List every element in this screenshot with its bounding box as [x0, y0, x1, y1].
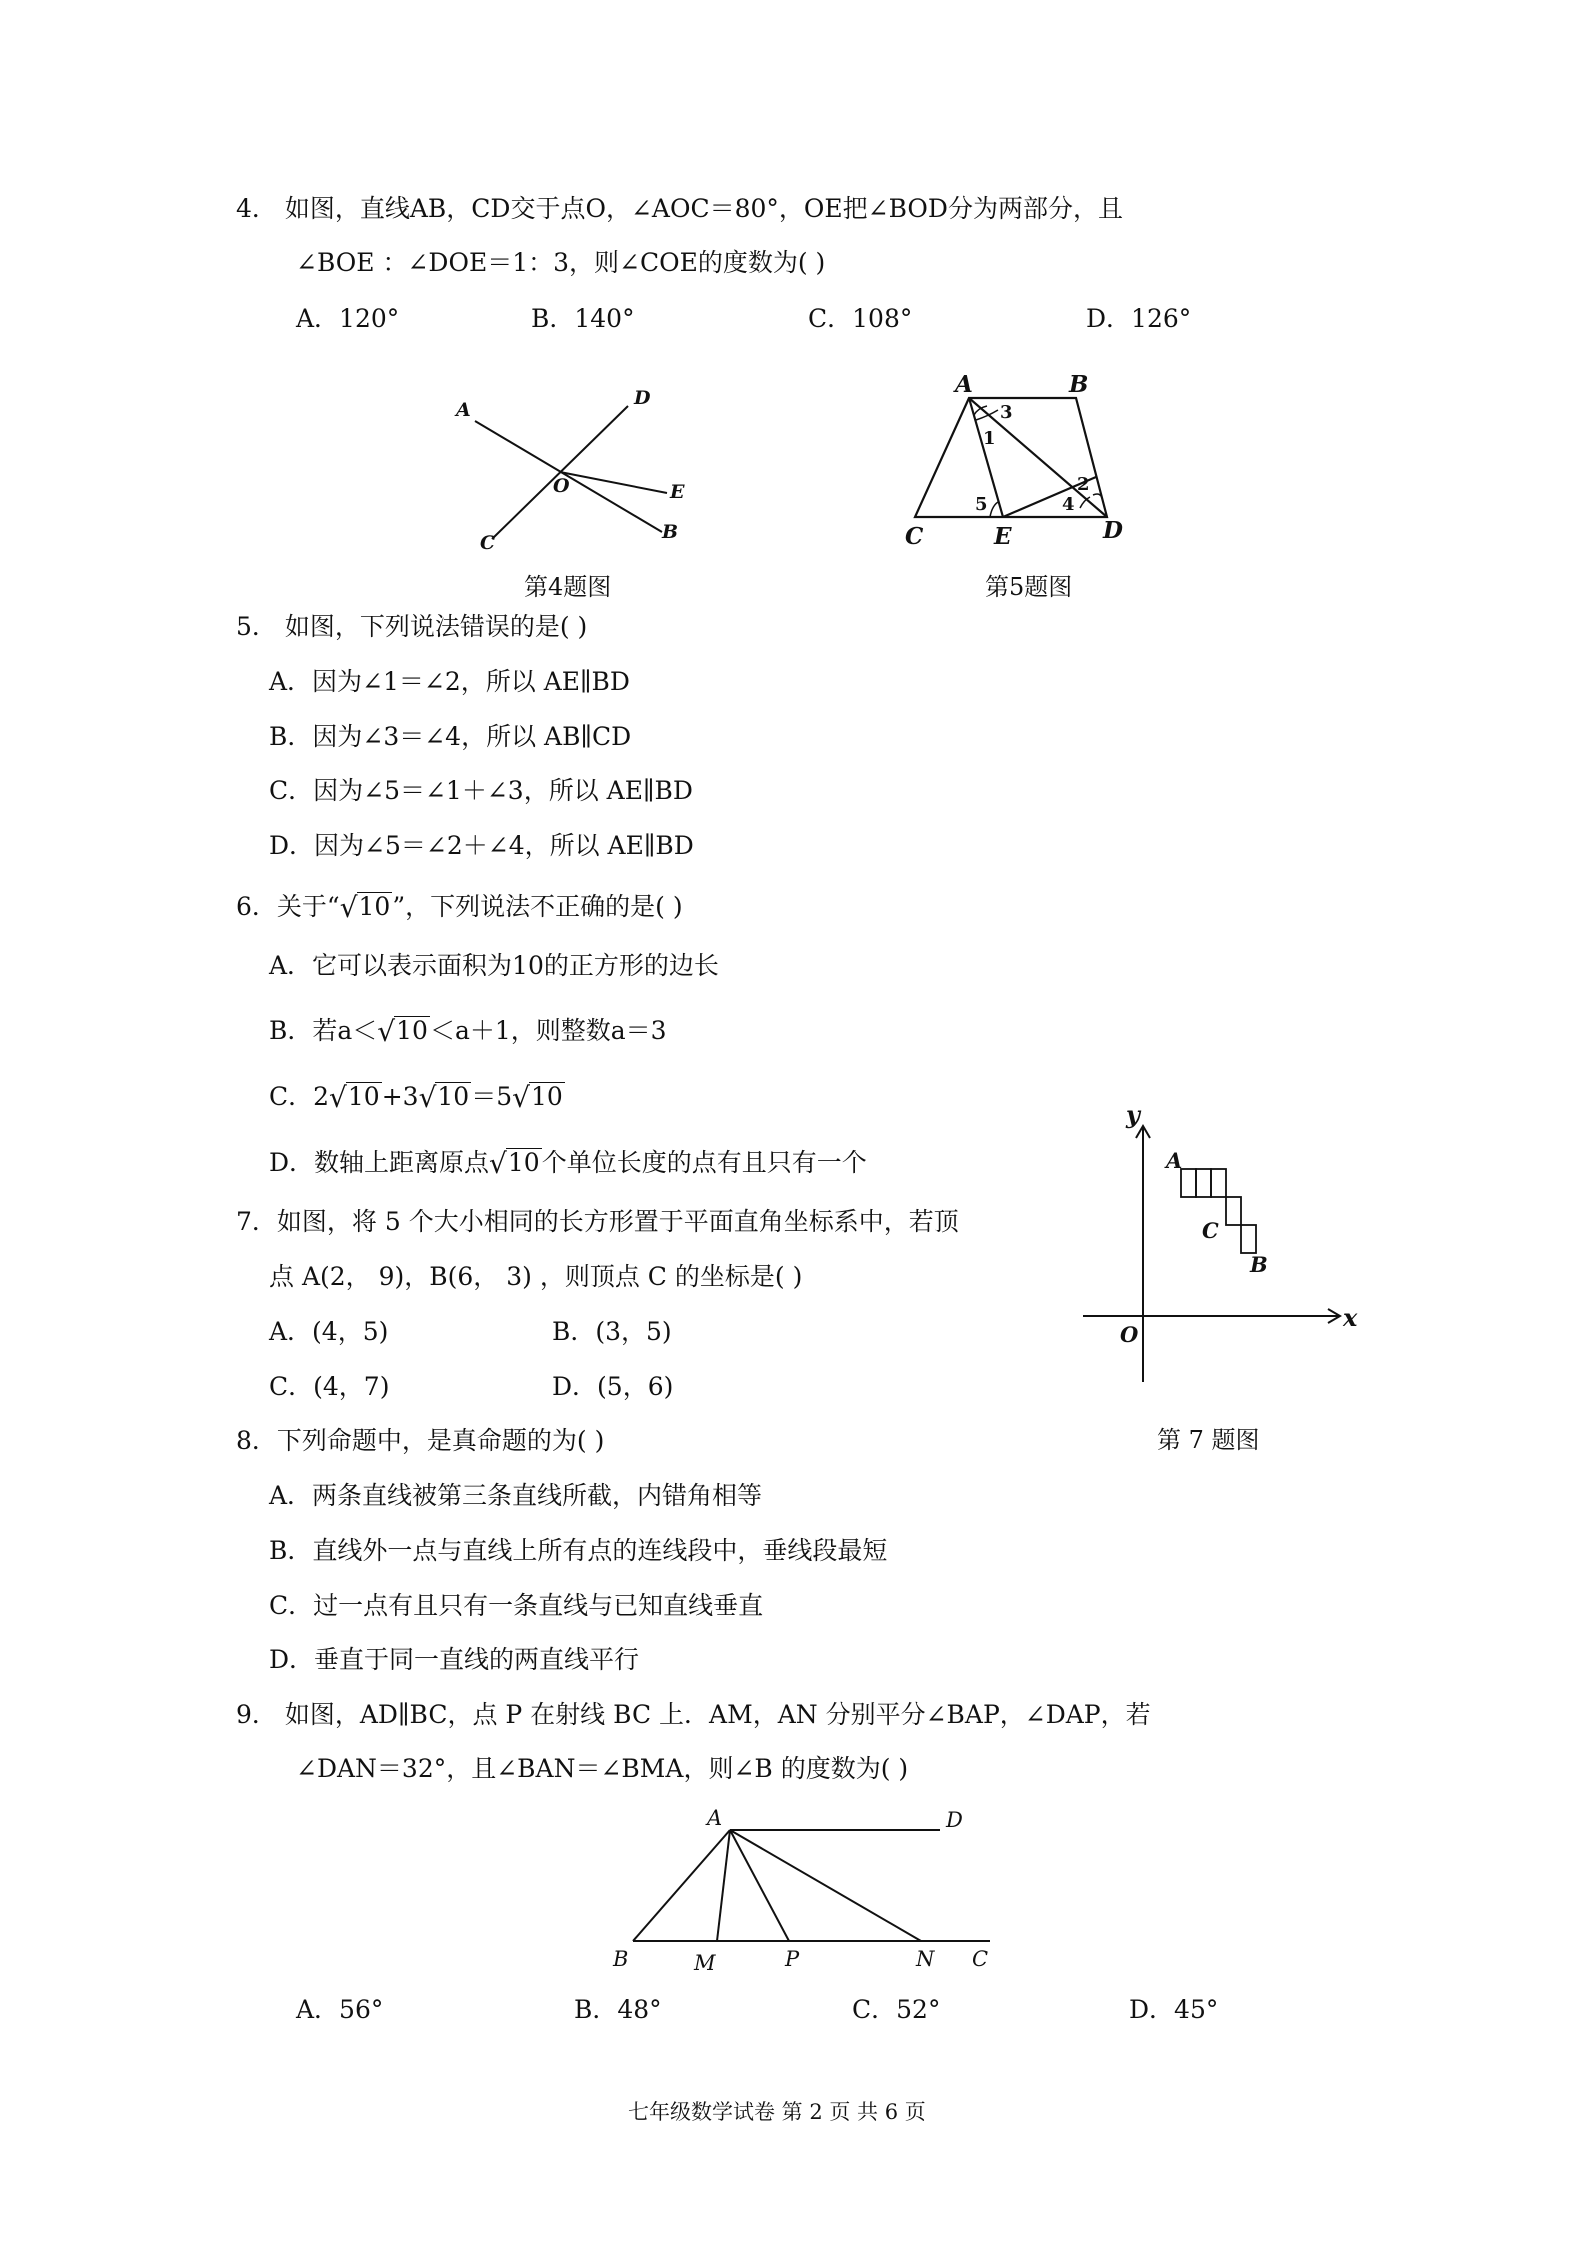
q6-option-a: A．它可以表示面积为10的正方形的边长	[269, 951, 719, 980]
q7-label-x: x	[1343, 1303, 1358, 1332]
q9-label-d: D	[946, 1808, 963, 1832]
q7-y-arrow-icon	[1136, 1126, 1150, 1138]
q6-option-b-post: ＜a＋1，则整数a＝3	[429, 1016, 667, 1045]
q6-option-c-radicand-1: 10	[347, 1082, 380, 1111]
q6-option-c-radicand-2: 10	[437, 1082, 470, 1111]
q7-stem-line2: 点 A(2， 9)，B(6， 3) ，则顶点 C 的坐标是( )	[269, 1262, 803, 1291]
q6-option-c-radicand-3: 10	[530, 1082, 563, 1111]
q6-option-d	[269, 1146, 867, 1179]
q7-option-d: D．(5，6)	[552, 1372, 674, 1401]
q7-stem-line1: 7．如图，将 5 个大小相同的长方形置于平面直角坐标系中，若顶	[236, 1207, 959, 1236]
q9-option-d: D．45°	[1129, 1995, 1219, 2024]
q7-rectangle-4	[1226, 1197, 1241, 1225]
q9-label-p: P	[785, 1947, 800, 1971]
sqrt-symbol-icon: √	[512, 1081, 530, 1114]
q6-option-c	[269, 1080, 565, 1113]
q9-segment-ab	[633, 1830, 730, 1941]
q7-option-b: B．(3，5)	[552, 1317, 672, 1346]
q9-label-c: C	[972, 1947, 989, 1971]
q4-option-b: B．140°	[531, 304, 635, 333]
q9-option-c: C．52°	[852, 1995, 941, 2024]
q8-option-b: B．直线外一点与直线上所有点的连线段中，垂线段最短	[269, 1536, 888, 1565]
q5-label-d: D	[1103, 517, 1123, 544]
q8-option-a: A．两条直线被第三条直线所截，内错角相等	[269, 1481, 763, 1510]
q4-label-e: E	[670, 481, 685, 503]
q4-label-d: D	[634, 387, 651, 409]
q7-rectangle-3	[1211, 1169, 1226, 1197]
q7-label-c: C	[1202, 1218, 1219, 1243]
q6-stem-radicand: 10	[358, 892, 391, 921]
q4-line-ab	[475, 421, 662, 532]
sqrt-symbol-icon: √	[489, 1147, 507, 1180]
q9-segment-ap	[730, 1830, 789, 1941]
q6-stem	[236, 890, 683, 923]
q5-option-a: A．因为∠1＝∠2，所以 AE∥BD	[269, 667, 630, 696]
q8-option-d: D．垂直于同一直线的两直线平行	[269, 1645, 640, 1674]
q8-stem: 8．下列命题中，是真命题的为( )	[236, 1426, 605, 1455]
q5-trapezoid	[915, 398, 1107, 517]
q5-option-c: C．因为∠5＝∠1＋∠3，所以 AE∥BD	[269, 776, 693, 805]
q5-label-4: 4	[1062, 494, 1075, 515]
q6-option-c-pre: C．2	[269, 1082, 330, 1111]
q8-option-c: C．过一点有且只有一条直线与已知直线垂直	[269, 1591, 764, 1620]
sqrt-symbol-icon: √	[418, 1081, 437, 1114]
q4-label-b: B	[662, 521, 679, 543]
q5-label-c: C	[905, 523, 924, 550]
q6-option-c-mid: +3	[381, 1082, 419, 1111]
q4-ray-oe	[560, 472, 667, 493]
q7-label-b: B	[1250, 1252, 1268, 1277]
q7-rectangle-2	[1196, 1169, 1211, 1197]
q4-label-c: C	[480, 532, 496, 554]
sqrt-symbol-icon: √	[339, 891, 358, 924]
q9-label-a: A	[707, 1806, 723, 1830]
q6-stem-pre: 6．关于“	[236, 892, 340, 921]
q9-stem-line1: 9． 如图，AD∥BC，点 P 在射线 BC 上．AM，AN 分别平分∠BAP，∠DAP，若	[236, 1700, 1151, 1729]
q6-option-d-pre: D．数轴上距离原点	[269, 1148, 490, 1177]
q5-label-a: A	[955, 371, 973, 398]
q7-option-c: C．(4，7)	[269, 1372, 390, 1401]
q5-stem: 5． 如图，下列说法错误的是( )	[236, 612, 588, 641]
sqrt-symbol-icon: √	[377, 1015, 396, 1048]
q7-label-y: y	[1126, 1100, 1140, 1129]
q9-stem-line2: ∠DAN＝32°，且∠BAN＝∠BMA，则∠B 的度数为( )	[296, 1754, 909, 1783]
q9-segment-am	[717, 1830, 730, 1941]
q9-label-n: N	[916, 1947, 935, 1971]
q5-option-d: D．因为∠5＝∠2＋∠4，所以 AE∥BD	[269, 831, 694, 860]
q7-rectangle-5	[1241, 1225, 1256, 1253]
q9-label-b: B	[613, 1947, 629, 1971]
q6-option-d-radicand: 10	[507, 1148, 540, 1177]
q6-stem-post: ”，下列说法不正确的是( )	[392, 892, 683, 921]
q9-option-b: B．48°	[574, 1995, 662, 2024]
q4-stem-line1: 4． 如图，直线AB，CD交于点O，∠AOC＝80°，OE把∠BOD分为两部分，且	[236, 194, 1123, 223]
q7-caption: 第 7 题图	[1157, 1426, 1260, 1454]
q4-option-d: D．126°	[1086, 304, 1192, 333]
q4-option-c: C．108°	[808, 304, 913, 333]
q9-segment-an	[730, 1830, 921, 1941]
q7-x-arrow-icon	[1328, 1309, 1340, 1323]
q7-label-o: O	[1120, 1322, 1139, 1347]
q5-label-1: 1	[983, 428, 996, 449]
q9-option-a: A．56°	[296, 1995, 384, 2024]
q6-option-b	[269, 1014, 667, 1047]
q4-label-a: A	[456, 399, 471, 421]
q4-line-cd	[492, 406, 628, 539]
q6-option-b-radicand: 10	[396, 1016, 428, 1045]
page-footer: 七年级数学试卷 第 2 页 共 6 页	[628, 2100, 926, 2124]
sqrt-symbol-icon: √	[329, 1081, 347, 1114]
q5-segment-ad	[969, 398, 1107, 517]
q4-option-a: A．120°	[296, 304, 400, 333]
q5-segment-ae	[969, 398, 1003, 517]
q5-segment-ed	[1003, 477, 1096, 517]
q4-stem-line2: ∠BOE ：∠DOE＝1：3，则∠COE的度数为( )	[296, 248, 826, 277]
q7-rectangle-1	[1181, 1169, 1196, 1197]
q6-option-b-pre: B．若a＜	[269, 1016, 378, 1045]
q5-label-3: 3	[1000, 402, 1013, 423]
q7-option-a: A．(4，5)	[269, 1317, 389, 1346]
q5-option-b: B．因为∠3＝∠4，所以 AB∥CD	[269, 722, 632, 751]
q5-label-2: 2	[1077, 474, 1090, 495]
q5-caption: 第5题图	[985, 573, 1073, 601]
q5-label-5: 5	[975, 494, 988, 515]
q6-option-c-mid2: ＝5	[471, 1082, 513, 1111]
q9-label-m: M	[694, 1951, 716, 1975]
q7-label-a: A	[1166, 1148, 1183, 1173]
q4-label-o: O	[553, 475, 570, 497]
q6-option-d-post: 个单位长度的点有且只有一个	[541, 1148, 867, 1177]
q4-caption: 第4题图	[524, 573, 612, 601]
q5-label-e: E	[994, 523, 1012, 550]
q5-label-b: B	[1069, 371, 1089, 398]
